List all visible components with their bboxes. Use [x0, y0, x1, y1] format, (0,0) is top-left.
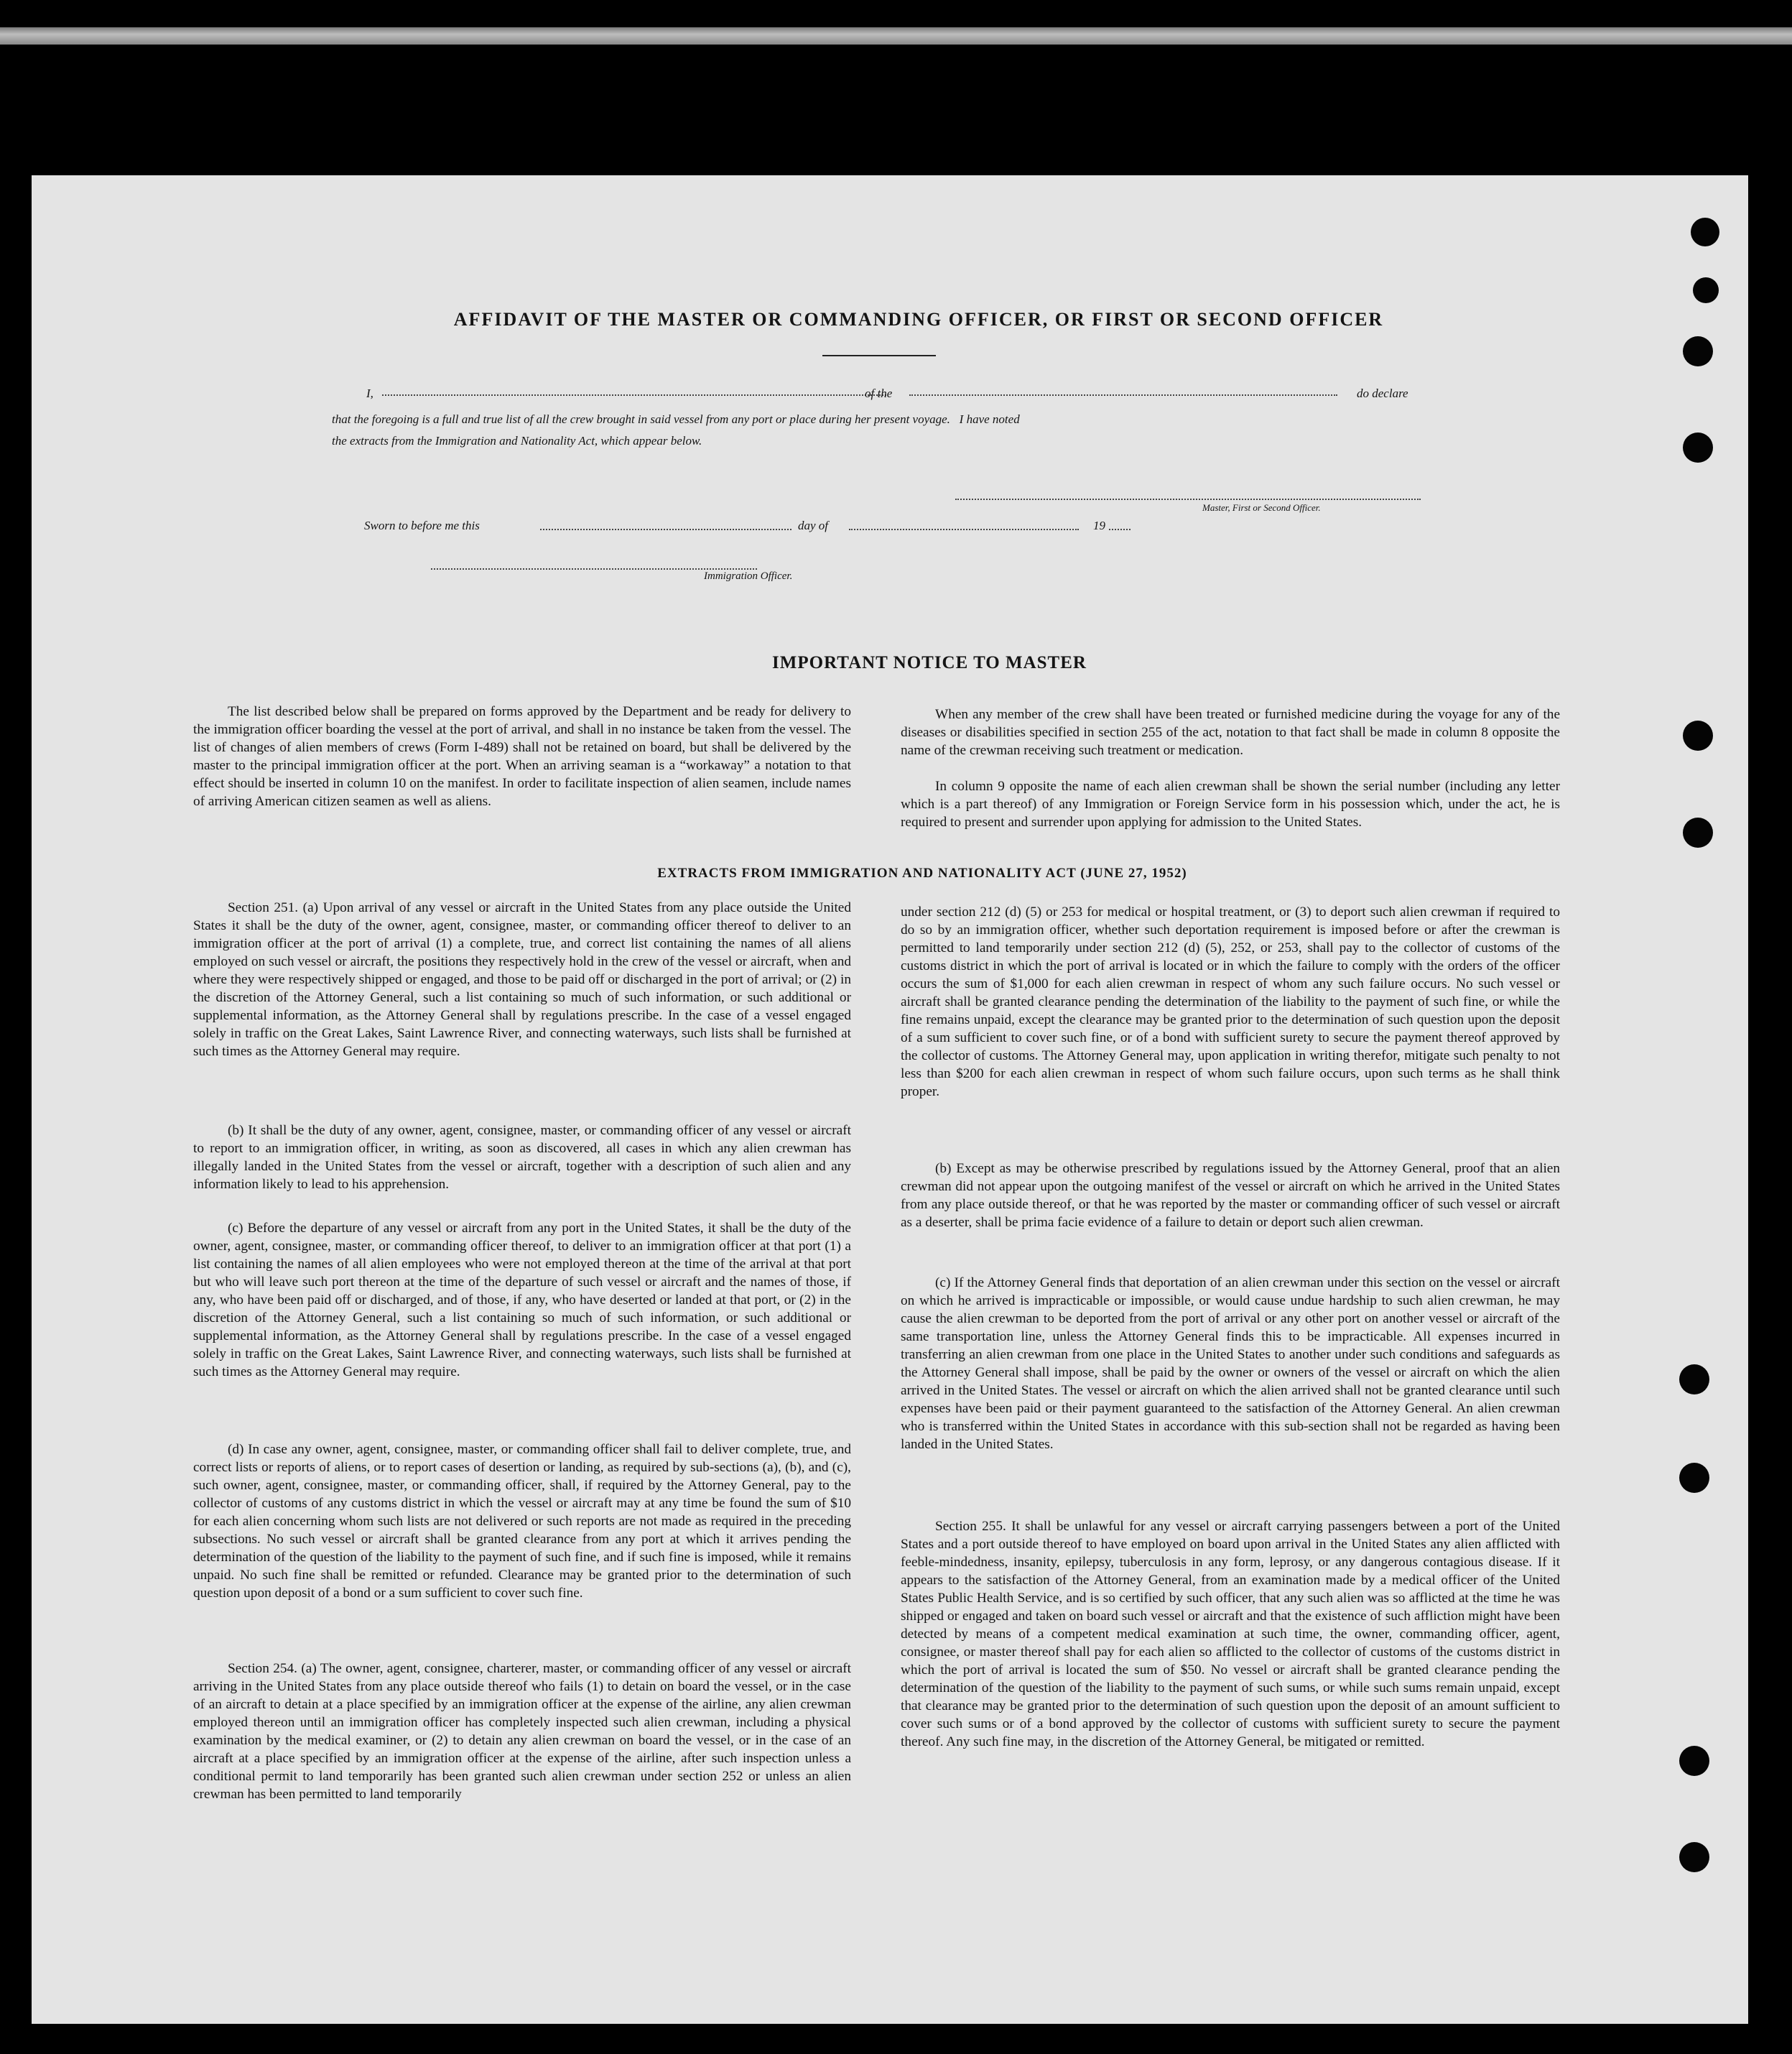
section-251b: (b) It shall be the duty of any owner, agent, consignee, master, or commanding officer of any vessel or aircraft to report to an immigration officer, in writing, as soon as discovered, all cases in which any alien crewman has illegally landed in the United States from the vessel or aircraft, together with a description of such alien and any information likely to lead to his apprehension. — [193, 1123, 851, 1192]
section-255: Section 255. It shall be unlawful for any vessel or aircraft carrying passengers between a port of the United States and a port outside thereof to have employed on board upon arrival in the United States any alien afflicted with feeble-mindedness, insanity, epilepsy, tuberculosis in any form, leprosy, or any dangerous contagious disease. If it appears to the satisfaction of the Attorney General, from an examination made by a medical officer of the United States Public Health Service, and is so certified by such officer, that any such alien was so afflicted at the time he was shipped or engaged and taken on board such vessel or aircraft and that the existence of such affliction might have been detected by means of a competent medical examination at such time, the owner, commanding officer, agent, consignee, or master thereof shall pay for each alien so afflicted to the collector of customs of the customs district in which the port of arrival is located the sum of $50. No vessel or aircraft shall be granted clearance pending the determination of the question of the liability to the payment of such sums, or while such sums remain unpaid, except that clearance may be granted prior to the determination of such question upon the deposit of an amount sufficient to cover such sums or of a bond approved by the collector of customs with sufficient surety to secure the payment thereof. Any such fine may, in the discretion of the Attorney General, be mitigated or remitted. — [901, 1519, 1560, 1749]
affidavit-i: I, — [366, 387, 373, 400]
affidavit-line2: that the foregoing is a full and true list of all the crew brought in said vessel from any port or place during her present voyage. I have noted — [332, 412, 1020, 426]
punch-hole — [1683, 721, 1713, 751]
affidavit-title: AFFIDAVIT OF THE MASTER OR COMMANDING OFFICER, OR FIRST OR SECOND OFFICER — [453, 309, 1384, 330]
section-254b: (b) Except as may be otherwise prescribed by regulations issued by the Attorney General, proof that an alien crewman did not appear upon the outgoing manifest of the vessel or aircraft on which he arrived in the United States from any place outside thereof, or that he was reported by the master or commanding officer of such vessel or aircraft as a deserter, shall be prima facie evidence of a failure to detain or deport such alien crewman. — [901, 1161, 1560, 1230]
month-blank — [849, 529, 1079, 530]
affidavit-line3: the extracts from the Immigration and Nationality Act, which appear below. — [332, 434, 702, 448]
punch-hole — [1683, 818, 1713, 848]
punch-hole — [1679, 1364, 1709, 1394]
punch-hole — [1679, 1842, 1709, 1872]
section-251a: Section 251. (a) Upon arrival of any vessel or aircraft in the United States from any place outside the United States it shall be the duty of the owner, agent, consignee, master, or commanding officer thereof to deliver to an immigration officer at the port of arrival (1) a complete, true, and correct list containing the names of all aliens employed on such vessel or aircraft, the positions they respectively hold in the crew of the vessel or aircraft, when and where they were respectively shipped or engaged, and those to be paid off or discharged in the port of arrival; or (2) in the discretion of the Attorney General, such a list containing so much of such information, or such additional or supplemental information, as the Attorney General shall by regulations prescribe. In the case of a vessel engaged solely in traffic on the Great Lakes, Saint Lawrence River, and connecting waterways, such lists shall be furnished at such times as the Attorney General may require. — [193, 900, 851, 1059]
year-label: 19 — [1093, 519, 1105, 532]
day-blank — [540, 529, 791, 530]
punch-hole — [1683, 432, 1713, 463]
immigration-officer-line — [431, 568, 757, 570]
extracts-title: EXTRACTS FROM IMMIGRATION AND NATIONALITY ACT (JUNE 27, 1952) — [657, 866, 1187, 881]
section-254a-continued: under section 212 (d) (5) or 253 for medical or hospital treatment, or (3) to deport such alien crewman if required to do so by an immigration officer, whether such deportation requirement is imposed before or after the crewman is permitted to land temporarily under section 212 (d) (5), 252, or 253, shall pay to the collector of customs of the customs district in which the port of arrival is located or in which the failure to comply with the orders of the officer occurs the sum of $1,000 for each alien crewman in respect of whom any such failure occurs. No such vessel or aircraft shall be granted clearance pending the determination of the liability to the payment of such fine, or while the fine remains unpaid, except the clearance may be granted prior to the determination of such question upon the deposit of a sum sufficient to cover such fine, or of a bond with sufficient surety to secure the payment thereof approved by the collector of customs. The Attorney General may, upon application in writing therefor, mitigate such penalty to not less than $200 for each alien crewman in respect of whom such failure occurs, upon such terms as he shall think proper. — [901, 905, 1560, 1099]
notice-left-paragraph: The list described below shall be prepared on forms approved by the Department and be ready for delivery to the immigration officer boarding the vessel at the port of arrival, and shall in no instance be taken from the vessel. The list of changes of alien members of crews (Form I-489) shall not be retained on board, but shall be delivered by the master to the principal immigration officer at the port. When an arriving seaman is a “workaway” a notation to that effect should be inserted in column 10 on the manifest. In order to facilitate inspection of alien seamen, include names of arriving American citizen seamen as well as aliens. — [193, 704, 851, 809]
notice-title: IMPORTANT NOTICE TO MASTER — [772, 653, 1087, 672]
punch-hole — [1693, 277, 1719, 303]
notice-right-paragraph-1: When any member of the crew shall have been treated or furnished medicine during the voyage for any of the diseases or disabilities specified in section 255 of the act, notation to that fact shall be made in column 8 opposite the name of the crewman receiving such treatment or medication. — [901, 707, 1560, 758]
punch-hole — [1691, 218, 1719, 246]
officer-caption: Immigration Officer. — [704, 570, 793, 582]
section-254a: Section 254. (a) The owner, agent, consignee, charterer, master, or commanding officer of any vessel or aircraft arriving in the United States from any place outside thereof who fails (1) to detain on board the vessel, or in the case of an aircraft to detain at a place specified by an immigration officer at the expense of the airline, any alien crewman employed thereon until an immigration officer has completely inspected such alien crewman, including a physical examination by the medical examiner, or (2) to detain any alien crewman on board the vessel, or in the case of an aircraft at a place specified by an immigration officer at the expense of the airline, after such inspection unless a conditional permit to land temporarily has been granted such alien crewman under section 252 or unless an alien crewman has been permitted to land temporarily — [193, 1661, 851, 1802]
day-of-label: day of — [798, 519, 829, 532]
section-251d: (d) In case any owner, agent, consignee, master, or commanding officer shall fail to deliver complete, true, and correct lists or reports of aliens, or to report cases of desertion or landing, as required by sub-sections (a), (b), and (c), such owner, agent, consignee, master, or commanding officer, shall, if required by the Attorney General, pay to the collector of customs of any customs district in which the vessel or aircraft may at any time be found the sum of $10 for each alien concerning whom such lists are not delivered or such reports are not made as required in the preceding subsections. No such vessel or aircraft shall be granted clearance from any port at which it arrives pending the determination of the question of the liability to the payment of such fine, and if such fine is imposed, while it remains unpaid. No such fine shall be remitted or refunded. Clearance may be granted prior to the determination of such question upon deposit of a bond or a sum sufficient to cover such fine. — [193, 1442, 851, 1601]
year-blank — [1109, 529, 1131, 530]
punch-hole — [1679, 1746, 1709, 1776]
vessel-blank — [909, 394, 1337, 396]
title-underline — [822, 355, 936, 356]
section-251c: (c) Before the departure of any vessel or aircraft from any port in the United States, it shall be the duty of the owner, agent, consignee, master, or commanding officer thereof, to deliver to an immigration officer at that port (1) a list containing the names of all alien employees who were not employed thereon at the time of the arrival at that port but who will leave such port thereon at the time of the departure of such vessel or aircraft and the names of those, if any, who have been paid off or discharged, and of those, if any, who have deserted or landed at that port, or (2) in the discretion of the Attorney General, such a list containing so much of such information, or such additional or supplemental information, as the Attorney General shall by regulations prescribe. In the case of a vessel engaged solely in traffic on the Great Lakes, Saint Lawrence River, and connecting waterways, such lists shall be furnished at such times as the Attorney General may require. — [193, 1221, 851, 1379]
notice-right-paragraph-2: In column 9 opposite the name of each alien crewman shall be shown the serial number (including any letter which is a part thereof) of any Immigration or Foreign Service form in his possession which, under the act, he is required to present and surrender upon applying for admission to the United States. — [901, 779, 1560, 830]
section-254c: (c) If the Attorney General finds that deportation of an alien crewman under this section on the vessel or aircraft on which he arrived is impracticable or impossible, or would cause undue hardship to such alien crewman, he may cause the alien crewman to be deported from the port of arrival or any other port on another vessel or aircraft of the same transportation line, unless the Attorney General finds this to be impracticable. All expenses incurred in transferring an alien crewman from one place in the United States to another under such conditions and safeguards as the Attorney General shall impose, shall be paid by the owner or owners of the vessel or aircraft on which the alien arrived in the United States. The vessel or aircraft on which the alien arrived shall not be granted clearance until such expenses have been paid or their payment guaranteed to the satisfaction of the Attorney General. An alien crewman who is transferred within the United States in accordance with this sub-section shall not be regarded as having been landed in the United States. — [901, 1275, 1560, 1452]
name-blank — [382, 394, 886, 396]
signature-line — [955, 499, 1421, 500]
affidavit-of-the: of the — [865, 387, 893, 400]
affidavit-declare: do declare — [1357, 387, 1408, 400]
scanner-edge-strip — [0, 27, 1792, 45]
signature-caption: Master, First or Second Officer. — [1202, 502, 1321, 513]
document-page — [32, 175, 1748, 2024]
punch-hole — [1683, 336, 1713, 366]
punch-hole — [1679, 1463, 1709, 1493]
sworn-label: Sworn to before me this — [364, 519, 480, 532]
